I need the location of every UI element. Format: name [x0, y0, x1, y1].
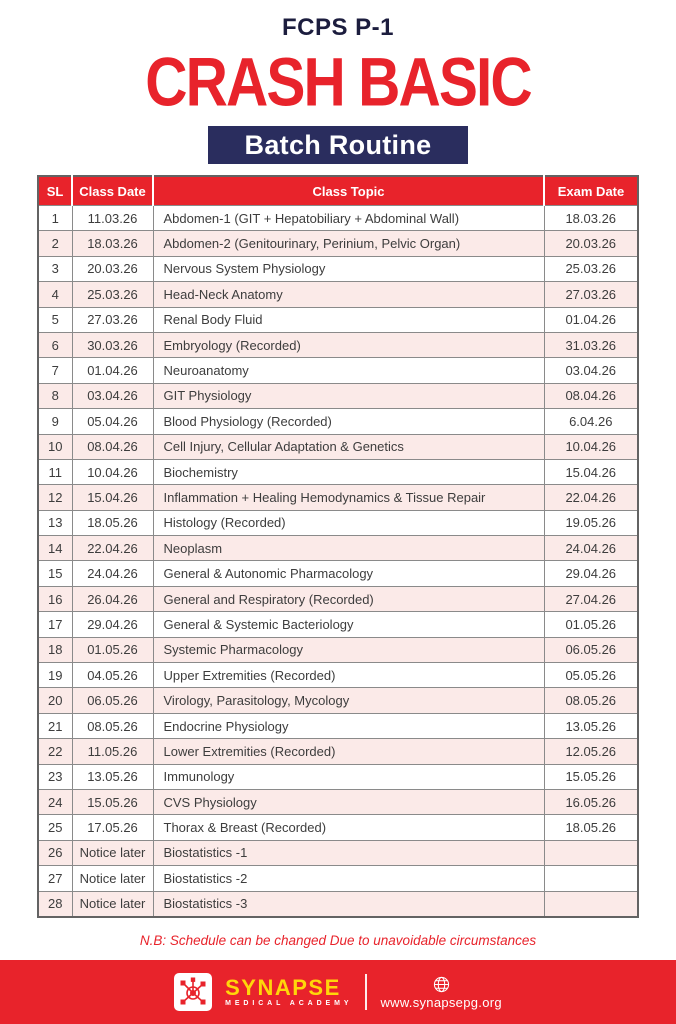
sl-cell: 21: [38, 713, 72, 738]
exam-date-cell: 27.03.26: [544, 282, 638, 307]
class-date-cell: 06.05.26: [72, 688, 153, 713]
table-row: [38, 383, 638, 408]
class-topic-cell: Lower Extremities (Recorded): [153, 739, 544, 764]
class-date-cell: 18.03.26: [72, 231, 153, 256]
sl-cell: 7: [38, 358, 72, 383]
table-row: [38, 891, 638, 917]
footer-divider: [365, 974, 367, 1010]
sl-cell: 3: [38, 256, 72, 281]
class-date-cell: 05.04.26: [72, 409, 153, 434]
exam-date-cell: 08.04.26: [544, 383, 638, 408]
sl-cell: 25: [38, 815, 72, 840]
class-date-cell: 29.04.26: [72, 612, 153, 637]
class-topic-cell: Biostatistics -3: [153, 891, 544, 917]
table-row: [38, 866, 638, 891]
class-topic-cell: Abdomen-1 (GIT + Hepatobiliary + Abdominal Wall): [153, 206, 544, 231]
class-topic-cell: Cell Injury, Cellular Adaptation & Genetics: [153, 434, 544, 459]
sl-cell: 9: [38, 409, 72, 434]
class-topic-cell: Neuroanatomy: [153, 358, 544, 383]
class-topic-cell: General & Autonomic Pharmacology: [153, 561, 544, 586]
exam-date-cell: 05.05.26: [544, 663, 638, 688]
table-row: [38, 612, 638, 637]
sl-cell: 11: [38, 459, 72, 484]
exam-date-cell: 27.04.26: [544, 586, 638, 611]
class-topic-cell: Nervous System Physiology: [153, 256, 544, 281]
sl-cell: 5: [38, 307, 72, 332]
table-row: [38, 282, 638, 307]
class-date-cell: 01.04.26: [72, 358, 153, 383]
sl-cell: 16: [38, 586, 72, 611]
class-date-cell: 03.04.26: [72, 383, 153, 408]
sl-cell: 20: [38, 688, 72, 713]
exam-date-cell: 10.04.26: [544, 434, 638, 459]
table-row: [38, 637, 638, 662]
class-topic-cell: Abdomen-2 (Genitourinary, Perinium, Pelvic Organ): [153, 231, 544, 256]
table-row: [38, 688, 638, 713]
footer-bar: [0, 960, 676, 1024]
exam-date-cell: 25.03.26: [544, 256, 638, 281]
website-block: [380, 976, 501, 1010]
exam-date-cell: 01.04.26: [544, 307, 638, 332]
class-topic-cell: Head-Neck Anatomy: [153, 282, 544, 307]
class-date-cell: 10.04.26: [72, 459, 153, 484]
exam-date-cell: 18.03.26: [544, 206, 638, 231]
banner-label: Batch Routine: [244, 129, 432, 160]
table-row: [38, 536, 638, 561]
website-url: www.synapsepg.org: [380, 995, 502, 1010]
class-topic-cell: General and Respiratory (Recorded): [153, 586, 544, 611]
batch-routine-banner: [208, 126, 468, 164]
table-row: [38, 231, 638, 256]
exam-date-cell: 15.05.26: [544, 764, 638, 789]
class-date-cell: 24.04.26: [72, 561, 153, 586]
class-topic-cell: Thorax & Breast (Recorded): [153, 815, 544, 840]
table-row: [38, 840, 638, 865]
sl-cell: 23: [38, 764, 72, 789]
exam-date-cell: [544, 866, 638, 891]
class-date-cell: Notice later: [72, 891, 153, 917]
class-date-cell: 08.05.26: [72, 713, 153, 738]
exam-date-cell: 24.04.26: [544, 536, 638, 561]
class-topic-cell: Neoplasm: [153, 536, 544, 561]
table-row: [38, 815, 638, 840]
table-row: [38, 409, 638, 434]
table-row: [38, 561, 638, 586]
exam-date-cell: 12.05.26: [544, 739, 638, 764]
column-header: Exam Date: [544, 176, 638, 206]
table-row: [38, 713, 638, 738]
class-date-cell: 25.03.26: [72, 282, 153, 307]
schedule-note: N.B: Schedule can be changed Due to unavoidable circumstances: [139, 932, 537, 948]
sl-cell: 8: [38, 383, 72, 408]
table-row: [38, 789, 638, 814]
class-topic-cell: Endocrine Physiology: [153, 713, 544, 738]
class-date-cell: 17.05.26: [72, 815, 153, 840]
sl-cell: 10: [38, 434, 72, 459]
routine-table-body: [38, 206, 638, 917]
class-topic-cell: Virology, Parasitology, Mycology: [153, 688, 544, 713]
table-row: [38, 510, 638, 535]
class-topic-cell: Systemic Pharmacology: [153, 637, 544, 662]
sl-cell: 17: [38, 612, 72, 637]
class-topic-cell: General & Systemic Bacteriology: [153, 612, 544, 637]
class-date-cell: 26.04.26: [72, 586, 153, 611]
class-date-cell: 01.05.26: [72, 637, 153, 662]
exam-date-cell: 01.05.26: [544, 612, 638, 637]
routine-table-header-row: [38, 176, 638, 206]
sl-cell: 27: [38, 866, 72, 891]
class-topic-cell: Biostatistics -1: [153, 840, 544, 865]
exam-date-cell: 6.04.26: [544, 409, 638, 434]
table-row: [38, 307, 638, 332]
table-row: [38, 663, 638, 688]
sl-cell: 19: [38, 663, 72, 688]
class-topic-cell: Blood Physiology (Recorded): [153, 409, 544, 434]
sl-cell: 4: [38, 282, 72, 307]
sl-cell: 24: [38, 789, 72, 814]
class-topic-cell: Upper Extremities (Recorded): [153, 663, 544, 688]
class-date-cell: 30.03.26: [72, 332, 153, 357]
brand-subtitle: MEDICAL ACADEMY: [225, 1000, 353, 1007]
exam-date-cell: [544, 891, 638, 917]
class-topic-cell: CVS Physiology: [153, 789, 544, 814]
class-date-cell: 27.03.26: [72, 307, 153, 332]
exam-date-cell: 19.05.26: [544, 510, 638, 535]
exam-date-cell: 16.05.26: [544, 789, 638, 814]
class-date-cell: 08.04.26: [72, 434, 153, 459]
sl-cell: 26: [38, 840, 72, 865]
table-row: [38, 459, 638, 484]
table-row: [38, 256, 638, 281]
sl-cell: 22: [38, 739, 72, 764]
class-date-cell: 22.04.26: [72, 536, 153, 561]
synapse-logo-icon: [174, 973, 212, 1011]
class-date-cell: 15.05.26: [72, 789, 153, 814]
class-date-cell: Notice later: [72, 866, 153, 891]
table-row: [38, 332, 638, 357]
table-row: [38, 485, 638, 510]
exam-date-cell: 29.04.26: [544, 561, 638, 586]
class-date-cell: 11.05.26: [72, 739, 153, 764]
exam-date-cell: 06.05.26: [544, 637, 638, 662]
exam-date-cell: 31.03.26: [544, 332, 638, 357]
exam-date-cell: 08.05.26: [544, 688, 638, 713]
class-date-cell: 20.03.26: [72, 256, 153, 281]
class-topic-cell: GIT Physiology: [153, 383, 544, 408]
sl-cell: 6: [38, 332, 72, 357]
class-topic-cell: Histology (Recorded): [153, 510, 544, 535]
column-header: SL: [38, 176, 72, 206]
sl-cell: 14: [38, 536, 72, 561]
class-topic-cell: Immunology: [153, 764, 544, 789]
sl-cell: 15: [38, 561, 72, 586]
table-row: [38, 434, 638, 459]
class-topic-cell: Renal Body Fluid: [153, 307, 544, 332]
program-title: FCPS P-1: [281, 14, 395, 41]
class-date-cell: Notice later: [72, 840, 153, 865]
table-row: [38, 586, 638, 611]
class-topic-cell: Biochemistry: [153, 459, 544, 484]
sl-cell: 2: [38, 231, 72, 256]
table-row: [38, 764, 638, 789]
brand-block: [225, 977, 352, 1007]
routine-table: [37, 175, 639, 918]
class-date-cell: 11.03.26: [72, 206, 153, 231]
class-date-cell: 13.05.26: [72, 764, 153, 789]
globe-icon: [433, 976, 450, 993]
exam-date-cell: 18.05.26: [544, 815, 638, 840]
table-row: [38, 206, 638, 231]
class-topic-cell: Embryology (Recorded): [153, 332, 544, 357]
table-row: [38, 739, 638, 764]
exam-date-cell: 13.05.26: [544, 713, 638, 738]
page-title: CRASH BASIC: [145, 44, 531, 121]
class-date-cell: 18.05.26: [72, 510, 153, 535]
exam-date-cell: [544, 840, 638, 865]
exam-date-cell: 22.04.26: [544, 485, 638, 510]
sl-cell: 28: [38, 891, 72, 917]
class-date-cell: 15.04.26: [72, 485, 153, 510]
class-date-cell: 04.05.26: [72, 663, 153, 688]
table-row: [38, 358, 638, 383]
class-topic-cell: Inflammation + Healing Hemodynamics & Tissue Repair: [153, 485, 544, 510]
sl-cell: 12: [38, 485, 72, 510]
exam-date-cell: 15.04.26: [544, 459, 638, 484]
sl-cell: 18: [38, 637, 72, 662]
class-topic-cell: Biostatistics -2: [153, 866, 544, 891]
sl-cell: 13: [38, 510, 72, 535]
column-header: Class Topic: [153, 176, 544, 206]
exam-date-cell: 03.04.26: [544, 358, 638, 383]
sl-cell: 1: [38, 206, 72, 231]
column-header: Class Date: [72, 176, 153, 206]
exam-date-cell: 20.03.26: [544, 231, 638, 256]
brand-name: SYNAPSE: [225, 975, 341, 1000]
